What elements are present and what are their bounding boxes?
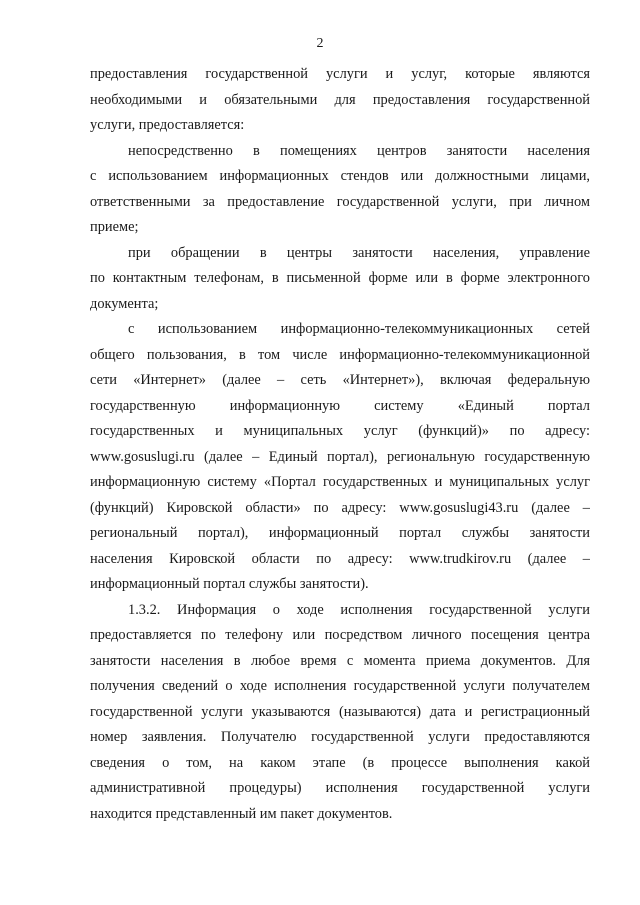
text-line: предоставления государственной услуги и услуг, которые являются	[90, 66, 590, 82]
text-line: по контактным телефонам, в письменной форме или в форме электронного	[90, 270, 590, 286]
text-line: услуги, предоставляется:	[90, 117, 245, 133]
text-line: государственную информационную систему «Единый портал	[90, 397, 590, 414]
text-line: 1.3.2. Информация о ходе исполнения государственной услуги	[128, 601, 590, 618]
text-line: (функций) Кировской области» по адресу: www.gosuslugi43.ru (далее –	[90, 499, 590, 516]
text-line: сведения о том, на каком этапе (в процессе выполнения какой	[90, 754, 590, 771]
text-line: предоставляется по телефону или посредством личного посещения центра	[90, 627, 590, 643]
text-line: с использованием информационных стендов или должностными лицами,	[90, 168, 590, 184]
text-line: непосредственно в помещениях центров занятости населения	[128, 142, 590, 159]
text-line: общего пользования, в том числе информационно-телекоммуникационной	[90, 346, 590, 363]
text-line: приеме;	[90, 219, 139, 235]
text-line: при обращении в центры занятости населения, управление	[128, 244, 590, 261]
text-line: государственных и муниципальных услуг (функций)» по адресу:	[90, 423, 590, 439]
text-line: населения Кировской области по адресу: www.trudkirov.ru (далее –	[90, 550, 590, 567]
text-line: с использованием информационно-телекоммуникационных сетей	[128, 321, 590, 337]
text-line: информационный портал службы занятости).	[90, 576, 369, 592]
text-line: региональный портал), информационный портал службы занятости	[90, 525, 590, 541]
text-line: информационную систему «Портал государственных и муниципальных услуг	[90, 474, 590, 490]
text-line: сети «Интернет» (далее – сеть «Интернет»), включая федеральную	[90, 372, 590, 388]
text-line: www.gosuslugi.ru (далее – Единый портал), региональную государственную	[90, 448, 590, 465]
text-line: ответственными за предоставление государственной услуги, при личном	[90, 193, 590, 210]
text-line: документа;	[90, 295, 159, 312]
text-line: занятости населения в любое время с момента приема документов. Для	[90, 652, 590, 669]
text-line: получения сведений о ходе исполнения государственной услуги получателем	[90, 678, 590, 694]
page-number: 2	[316, 36, 324, 51]
text-line: необходимыми и обязательными для предоставления государственной	[90, 91, 590, 108]
text-line: находится представленный им пакет документов.	[90, 805, 393, 822]
text-line: номер заявления. Получателю государственной услуги предоставляются	[90, 729, 590, 745]
text-line: государственной услуги указываются (называются) дата и регистрационный	[90, 703, 590, 720]
document-body	[90, 62, 590, 827]
text-line: административной процедуры) исполнения государственной услуги	[90, 780, 590, 796]
